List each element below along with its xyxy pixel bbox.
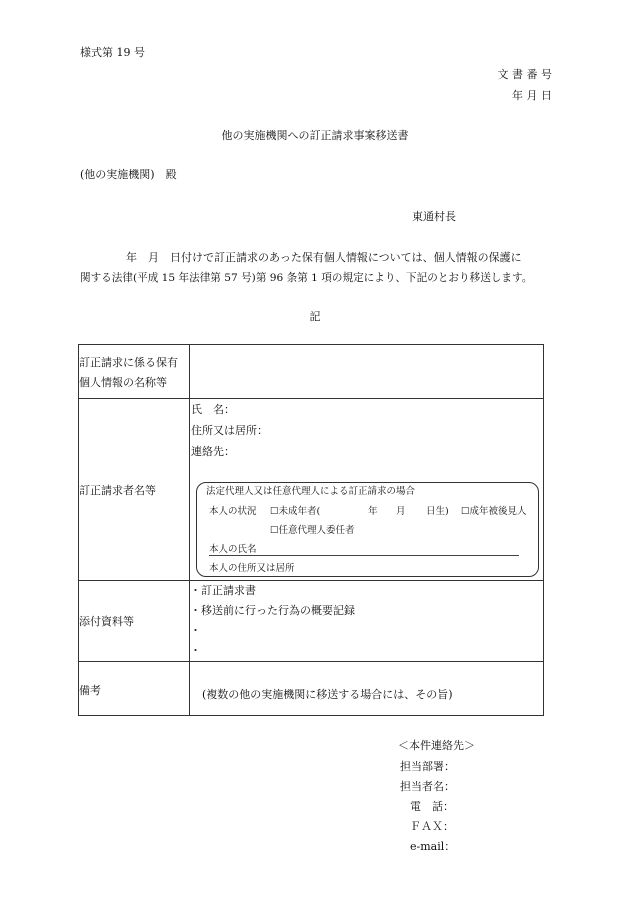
contact-dept: 担当部署：: [400, 760, 455, 773]
row4-label: 備考: [79, 684, 101, 697]
label-cell: [79, 345, 190, 399]
body-line-1: 年 月 日付けで訂正請求のあった保有個人情報については、個人情報の保護に: [126, 251, 522, 264]
contact-person: 担当者名：: [400, 780, 455, 793]
body-line-2: 関する法律(平成 15 年法律第 57 号)第 96 条第 1 項の規定により、下記のとおり移送します。: [80, 272, 533, 284]
info-name-value: [190, 345, 544, 399]
proxy-title: 法定代理人又は任意代理人による訂正請求の場合: [206, 486, 416, 497]
requester-address-field: 住所又は居所：: [191, 424, 268, 437]
form-number: 様式第 19 号: [80, 46, 145, 59]
table-row: [79, 581, 544, 662]
remarks-note: (複数の他の実施機関に移送する場合には、その旨): [202, 688, 453, 701]
adult-guardian-checkbox: ☐成年被後見人: [461, 506, 527, 517]
sender: 東通村長: [412, 210, 456, 223]
row1-label-line1: 訂正請求に係る保有: [79, 356, 178, 369]
attachment-item: ・: [190, 644, 201, 657]
contact-tel: 電 話：: [410, 800, 454, 813]
row2-label: 訂正請求者名等: [79, 483, 156, 497]
row1-label-line2: 個人情報の名称等: [79, 376, 167, 389]
table-row: [79, 399, 544, 581]
contact-header: ＜本件連絡先＞: [398, 739, 475, 752]
contact-fax: ＦＡＸ：: [410, 820, 454, 833]
addressee: (他の実施機関) 殿: [80, 168, 177, 181]
status-label: 本人の状況: [209, 506, 257, 517]
minor-checkbox: ☐未成年者(: [270, 506, 321, 517]
table-row: [79, 662, 544, 716]
minor-birth: 日生): [426, 506, 449, 517]
requester-name-field: 氏 名：: [191, 403, 235, 416]
label-cell: [79, 662, 190, 716]
requester-cell: [190, 399, 544, 581]
document-title: 他の実施機関への訂正請求事案移送書: [221, 129, 409, 142]
request-table: [78, 344, 544, 716]
ki-mark: 記: [309, 310, 321, 323]
attachment-item: ・移送前に行った行為の概要記録: [190, 604, 355, 617]
attachment-item: ・: [190, 624, 201, 637]
table-row: [79, 345, 544, 399]
minor-year: 年: [368, 506, 378, 517]
label-cell: [79, 399, 190, 581]
date-line: 年 月 日: [512, 89, 552, 102]
label-cell: [79, 581, 190, 662]
voluntary-proxy-checkbox: ☐任意代理人委任者: [270, 525, 355, 536]
person-name-label: 本人の氏名: [209, 544, 257, 555]
minor-month: 月: [396, 506, 406, 517]
person-address-label: 本人の住所又は居所: [209, 563, 295, 574]
attachments-cell: [190, 581, 544, 662]
contact-email: e-mail：: [410, 840, 456, 853]
attachment-item: ・訂正請求書: [190, 584, 256, 597]
document-number: 文 書 番 号: [497, 68, 552, 81]
row3-label: 添付資料等: [79, 615, 134, 628]
requester-contact-field: 連絡先：: [191, 445, 235, 458]
person-name-line: [209, 541, 519, 556]
remarks-cell: [190, 662, 544, 716]
